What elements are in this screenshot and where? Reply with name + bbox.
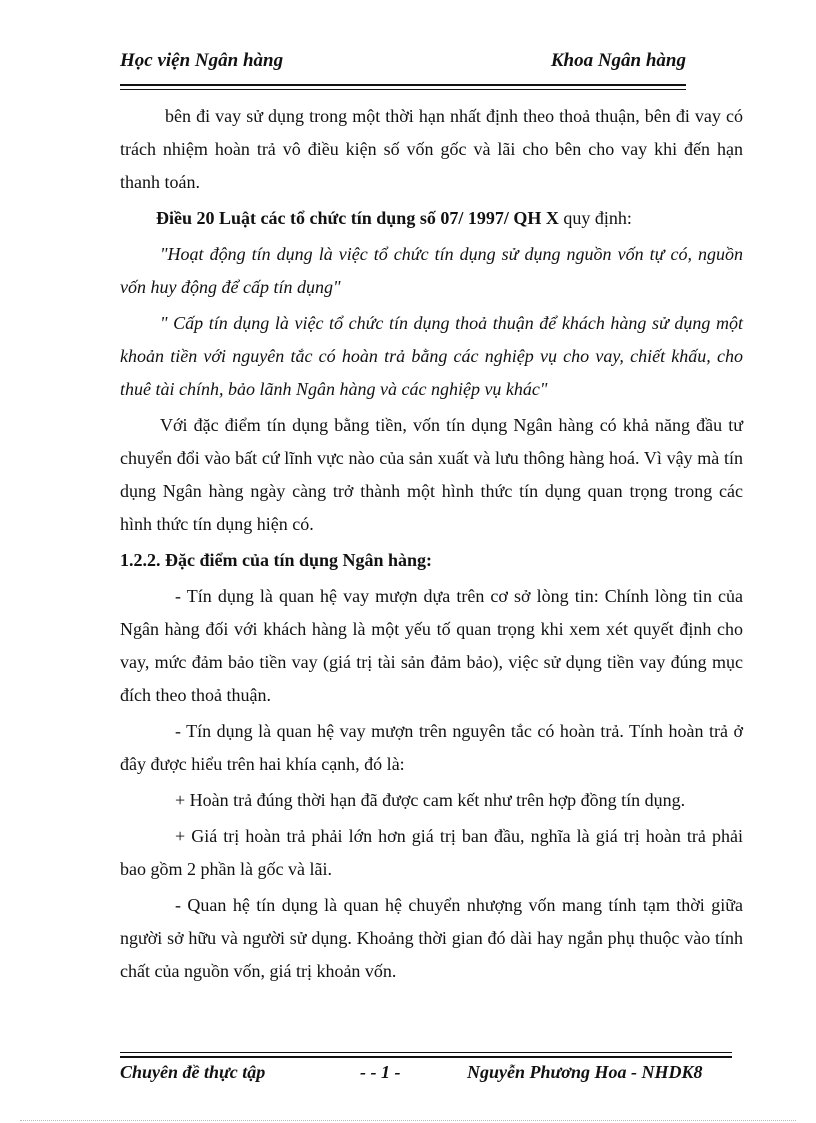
paragraph-repay-on-time: + Hoàn trả đúng thời hạn đã được cam kết như trên hợp đồng tín dụng. <box>175 790 686 810</box>
paragraph-trust: - Tín dụng là quan hệ vay mượn dựa trên cơ sở lòng tin: Chính lòng tin của Ngân hàng đối với khách hàng là một yếu tố quan trọng khi xem xét quyết định cho vay, mức đảm bảo tiền vay (giá trị tài sản đảm bảo), việc sử dụng tiền vay đúng mục đích theo thoả thuận. <box>120 586 743 705</box>
footer-document-type: Chuyên đề thực tập <box>120 1062 266 1082</box>
paragraph-repayment: - Tín dụng là quan hệ vay mượn trên nguyên tắc có hoàn trả. Tính hoàn trả ở đây được hiểu trên hai khía cạnh, đó là: <box>120 721 743 774</box>
paragraph-bank-credit-features: Với đặc điểm tín dụng bằng tiền, vốn tín dụng Ngân hàng có khả năng đầu tư chuyển đổi vào bất cứ lĩnh vực nào của sản xuất và lưu thông hàng hoá. Vì vậy mà tín dụng Ngân hàng ngày càng trở thành một hình thức tín dụng quan trọng trong các hình thức tín dụng hiện có. <box>120 415 743 534</box>
page-body <box>120 100 743 988</box>
page-edge <box>20 1120 796 1121</box>
section-heading: 1.2.2. Đặc điểm của tín dụng Ngân hàng: <box>120 550 433 570</box>
footer-divider-thin <box>120 1052 732 1053</box>
footer-author: Nguyễn Phương Hoa - NHDK8 <box>467 1062 703 1082</box>
page-header <box>120 50 686 74</box>
page-footer <box>120 1062 732 1086</box>
header-faculty: Khoa Ngân hàng <box>550 50 686 71</box>
footer-divider-thick <box>120 1056 732 1058</box>
header-institution: Học viện Ngân hàng <box>120 50 284 71</box>
header-divider-thick <box>120 84 686 86</box>
paragraph-repay-value: + Giá trị hoàn trả phải lớn hơn giá trị ban đầu, nghĩa là giá trị hoàn trả phải bao gồm 2 phần là gốc và lãi. <box>120 826 743 879</box>
header-divider-thin <box>120 89 686 90</box>
paragraph-temporary-transfer: - Quan hệ tín dụng là quan hệ chuyển nhượng vốn mang tính tạm thời giữa người sở hữu và người sử dụng. Khoảng thời gian đó dài hay ngắn phụ thuộc vào tính chất của nguồn vốn, giá trị khoản vốn. <box>120 895 743 981</box>
quote-credit-activity: "Hoạt động tín dụng là việc tổ chức tín dụng sử dụng nguồn vốn tự có, nguồn vốn huy động để cấp tín dụng" <box>120 244 743 297</box>
law-reference-rest: quy định: <box>558 208 632 228</box>
law-reference-title: Điều 20 Luật các tổ chức tín dụng số 07/ 1997/ QH X <box>156 208 559 228</box>
paragraph-loan-definition: bên đi vay sử dụng trong một thời hạn nhất định theo thoả thuận, bên đi vay có trách nhiệm hoàn trả vô điều kiện số vốn gốc và lãi cho bên cho vay khi đến hạn thanh toán. <box>120 106 743 192</box>
paragraph-law-reference <box>120 202 743 235</box>
quote-credit-granting: " Cấp tín dụng là việc tổ chức tín dụng thoả thuận để khách hàng sử dụng một khoản tiền với nguyên tắc có hoàn trả bằng các nghiệp vụ cho vay, chiết khấu, cho thuê tài chính, bảo lãnh Ngân hàng và các nghiệp vụ khác" <box>120 313 743 399</box>
footer-page-number: - - 1 - <box>360 1062 401 1082</box>
